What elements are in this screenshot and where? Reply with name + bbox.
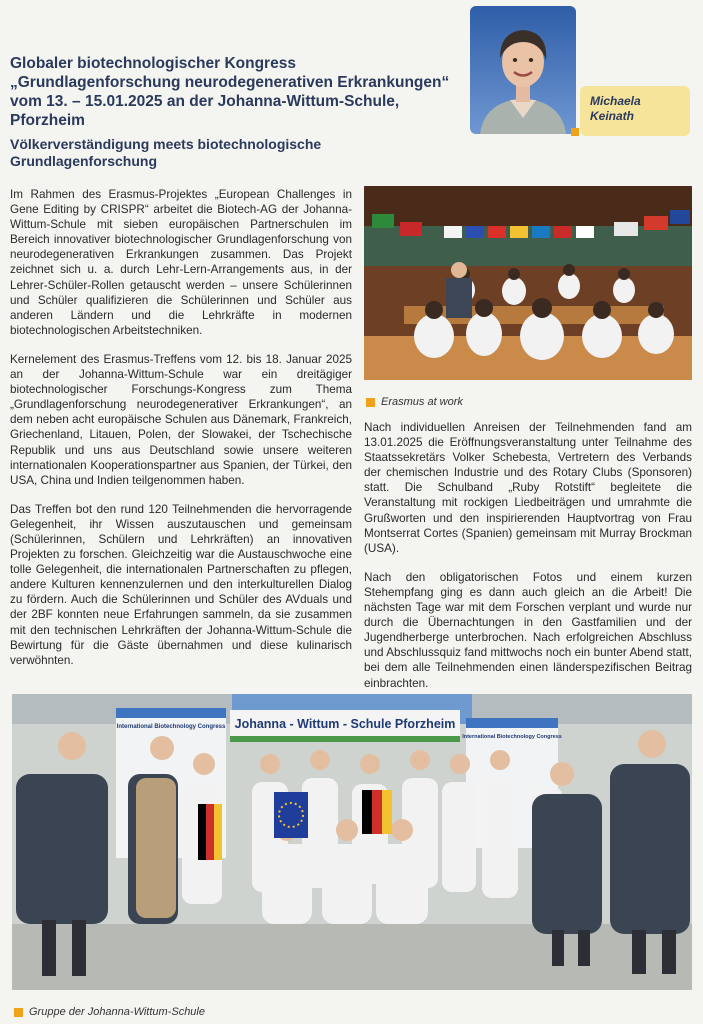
- headline-line: vom 13. – 15.01.2025 an der Johanna-Wittum-Schule,: [10, 93, 400, 110]
- portrait-illustration: [470, 6, 576, 134]
- group-photo: [12, 694, 692, 990]
- paragraph: Nach individuellen Anreisen der Teilnehmenden fand am 13.01.2025 die Eröffnungsveranstaltung unter Teilnahme des Staatssekretärs Volker Schebesta, Vertretern des Verbands der chemischen Industrie und des Rotary Clubs (Sponsoren) statt. Die Schulband „Ruby Rotstift“ begleitete die Veranstaltung mit rockigen Liedbeiträgen und umrahmte die Grußworten und den inspirierenden Hauptvortrag von Frau Montserrat Cortes (Spanien) gemeinsam mit Murray Brockman (USA).: [364, 421, 692, 555]
- paragraph: Im Rahmen des Erasmus-Projektes „European Challenges in Gene Editing by CRISPR“ arbeitet die Biotech-AG der Johanna-Wittum-Schule mit sieben europäischen Partnerschulen im Bereich innovativer biotechnologischer Grundlagenforschung von neurodegenerativen Erkrankungen zusammen. Das Projekt zeichnet sich u. a. durch Lehr-Lern-Arrangements aus, in der Lehrer-Schüler-Rollen getauscht werden – unsere Schülerinnen und Schüler qualifizieren die Schülerinnen und Schüler aus anderen Ländern und die Lehrkräfte in modernen biotechnologischen Arbeitstechniken.: [10, 188, 352, 337]
- group-photo-caption: [14, 1006, 205, 1018]
- classroom-photo-caption: [366, 396, 463, 408]
- banner-text: Johanna - Wittum - Schule Pforzheim: [234, 717, 456, 731]
- orange-accent-square: [366, 398, 375, 407]
- poster-title-right: International Biotechnology Congress: [462, 734, 562, 740]
- author-first-name: Michaela: [590, 94, 641, 108]
- author-name-box: [580, 86, 690, 136]
- caption-text: Erasmus at work: [381, 396, 463, 408]
- author-portrait: [470, 6, 576, 134]
- article-subheadline: Völkerverständigung meets biotechnologische Grundlagenforschung: [10, 136, 322, 169]
- headline-line: Pforzheim: [10, 112, 85, 129]
- paragraph: Das Treffen bot den rund 120 Teilnehmenden die hervorragende Gelegenheit, ihr Wissen auszutauschen und gemeinsam (Schülerinnen, Schülern und Lehrkräften) an innovativen Projekten zu forschen. Gleichzeitig war die Austauschwoche eine tolle Gelegenheit, die internationalen Partnerschaften zu pflegen, andere Kulturen kennenzulernen und den interkulturellen Dialog zu fördern. Auch die Schülerinnen und Schüler des AVduals und der 2BF konnten neue Erfahrungen sammeln, da sie zusammen mit den technischen Lehrkräften der Johanna-Wittum-Schule die Bewirtung für die Gäste übernahmen und diese kulinarisch verwöhnten.: [10, 502, 352, 667]
- orange-accent-square: [14, 1008, 23, 1017]
- classroom-photo: [364, 186, 692, 380]
- poster-title-left: International Biotechnology Congress: [116, 724, 226, 730]
- headline-line: „Grundlagenforschung neurodegenerativen Erkrankungen“: [10, 74, 450, 91]
- article-headline: [10, 54, 450, 130]
- left-column: [10, 187, 352, 668]
- paragraph: Kernelement des Erasmus-Treffens vom 12. bis 18. Januar 2025 an der Johanna-Wittum-Schule war ein dreitägiger biotechnologischer Forschungs-Kongress zum Thema „Grundlagenforschung neurodegenerativer Erkrankungen“, an dem neben acht europäische Schulen aus Dänemark, Frankreich, Griechenland, Litauen, Polen, der Slowakei, der Tschechische Republik und uns aus Deutschland sowie unsere weiteren internationalen Kooperationspartner aus Spanien, der Türkei, den USA, China und Indien teilgenommen haben.: [10, 352, 352, 487]
- caption-text: Gruppe der Johanna-Wittum-Schule: [29, 1006, 205, 1018]
- headline-line: Globaler biotechnologischer Kongress: [10, 55, 296, 72]
- author-last-name: Keinath: [590, 109, 635, 123]
- paragraph: Nach den obligatorischen Fotos und einem kurzen Stehempfang ging es dann auch gleich an die Arbeit! Die nächsten Tage war mit dem Forschen verplant und wurde nur durch die Übernachtungen in den Gastfamilien und der Jugendherberge unterbrochen. Nach erfolgreichen Abschluss und Abschlussquiz fand mittwochs noch ein bunter Abend statt, bei dem alle Teilnehmenden einen länderspezifischen Beitrag einbrachten.: [364, 570, 692, 690]
- group-illustration: [12, 694, 692, 990]
- classroom-illustration: [364, 186, 692, 380]
- orange-accent-square: [571, 128, 579, 136]
- right-column: [364, 420, 692, 691]
